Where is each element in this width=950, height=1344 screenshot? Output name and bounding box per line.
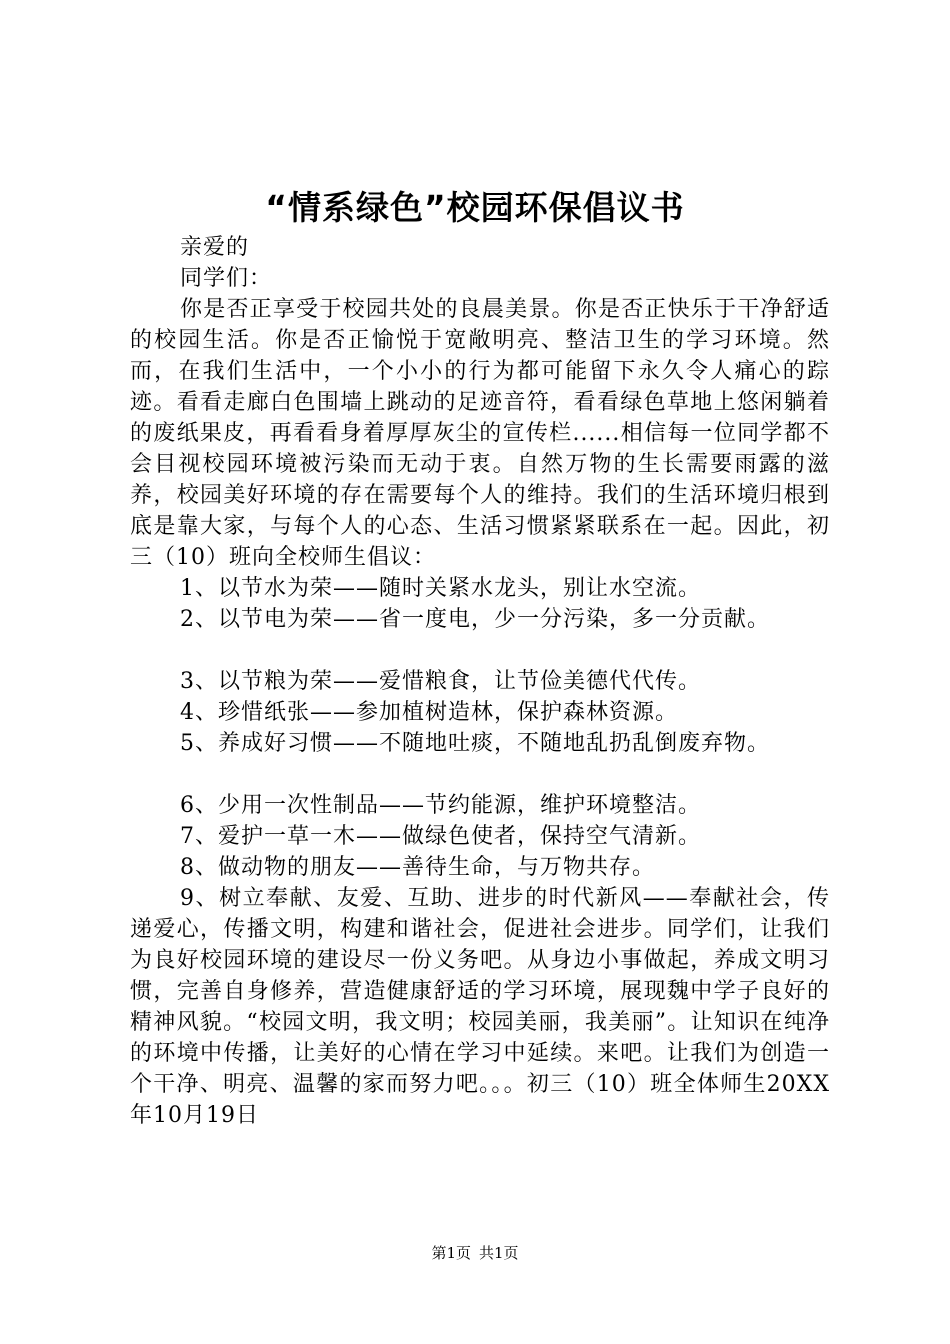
proposal-item-2: 2、以节电为荣——省一度电，少一分污染，多一分贡献。 [180,607,770,632]
closing-paragraph: 9、树立奉献、友爱、互助、进步的时代新风——奉献社会，传递爱心，传播文明，构建和谐社会，促进社会进步。同学们，让我们为良好校园环境的建设尽一份义务吧。从身边小事做起，养成文明习惯，完善自身修养，营造健康舒适的学习环境，展现魏中学子良好的精神风貌。“校园文明，我文明；校园美丽，我美丽”。让知识在纯净的环境中传播，让美好的心情在学习中延续。来吧。让我们为创造一个干净、明亮、温馨的家而努力吧。。。初三（10）班全体师生20XX年10月19日 [130,886,830,1128]
proposal-item-3: 3、以节粮为荣——爱惜粮食，让节俭美德代代传。 [180,669,701,694]
document-title: “情系绿色”校园环保倡议书 [265,188,685,227]
document-body [130,232,830,1131]
proposal-item-4: 4、珍惜纸张——参加植树造林，保护森林资源。 [180,700,678,725]
proposal-item-5: 5、养成好习惯——不随地吐痰，不随地乱扔乱倒废弃物。 [180,731,770,756]
blank-line [130,759,830,790]
page-total: 共1页 [479,1244,519,1262]
blank-line [130,635,830,666]
intro-paragraph: 你是否正享受于校园共处的良晨美景。你是否正快乐于干净舒适的校园生活。你是否正愉悦于宽敞明亮、整洁卫生的学习环境。然而，在我们生活中，一个小小的行为都可能留下永久令人痛心的踪迹。看看走廊白色围墙上跳动的足迹音符，看看绿色草地上悠闲躺着的废纸果皮，再看看身着厚厚灰尘的宣传栏......相信每一位同学都不会目视校园环境被污染而无动于衷。自然万物的生长需要雨露的滋养，校园美好环境的存在需要每个人的维持。我们的生活环境归根到底是靠大家，与每个人的心态、生活习惯紧紧联系在一起。因此，初三（10）班向全校师生倡议： [130,297,830,570]
salutation-line-2: 同学们： [180,266,273,291]
proposal-item-6: 6、少用一次性制品——节约能源，维护环境整洁。 [180,793,701,818]
proposal-item-7: 7、爱护一草一木——做绿色使者，保持空气清新。 [180,824,701,849]
proposal-item-8: 8、做动物的朋友——善待生命，与万物共存。 [180,855,655,880]
page-number: 第1页 [431,1244,471,1262]
page-footer [0,1242,950,1264]
proposal-item-1: 1、以节水为荣——随时关紧水龙头，别让水空流。 [180,576,701,601]
salutation-line-1: 亲爱的 [180,235,250,260]
